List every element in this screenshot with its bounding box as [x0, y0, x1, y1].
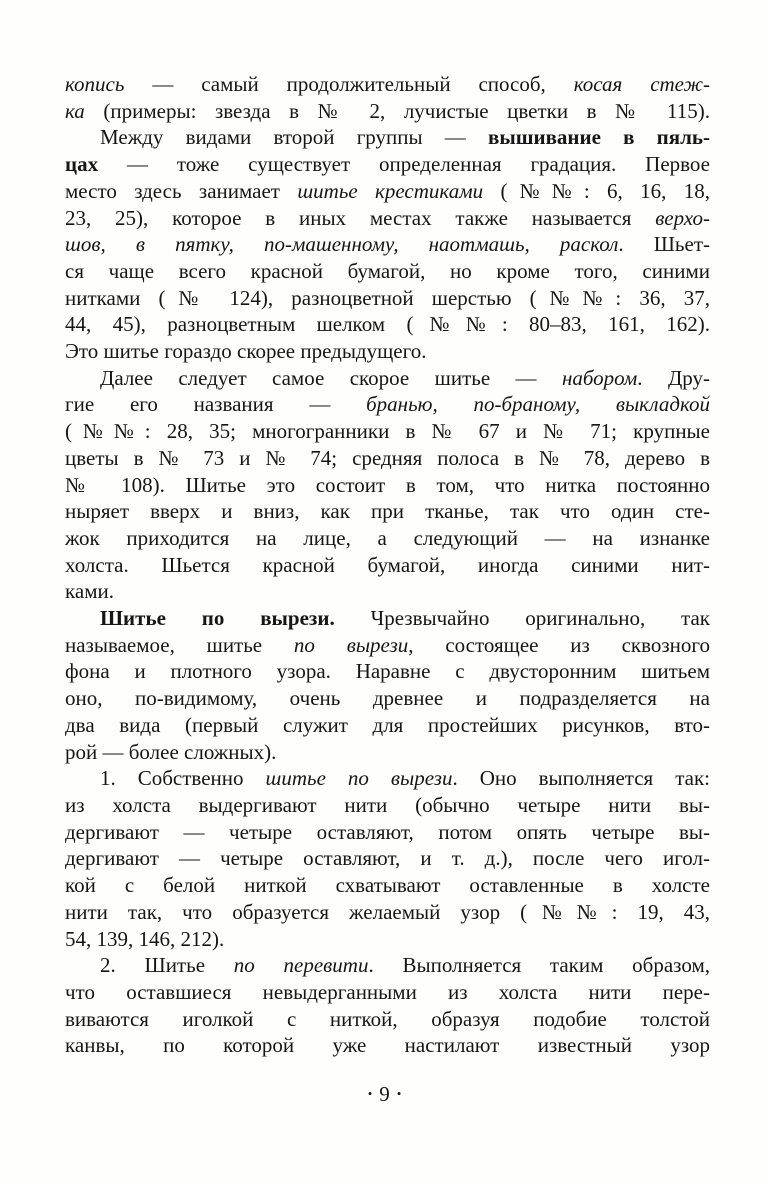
text-line [65, 712, 710, 739]
text-run: виваются иголкой с ниткой, образуя подобие толстой [65, 1006, 710, 1031]
text-line [65, 151, 710, 178]
text-run: цах [65, 152, 99, 177]
text-line [65, 578, 710, 605]
text-run: Далее следует самое скорое шитье — [100, 365, 562, 390]
text-line [65, 445, 710, 472]
text-run: холста. Шьется красной бумагой, иногда синими нит- [65, 552, 710, 577]
text-run: набором [561, 365, 638, 390]
text-line [65, 231, 710, 258]
text-line [65, 552, 710, 579]
text-run: жок приходится на лице, а следующий — на изнанке [65, 525, 710, 550]
text-line [65, 685, 710, 712]
text-run: верхо- [655, 205, 710, 230]
text-line [65, 872, 710, 899]
text-line [65, 1006, 710, 1033]
text-run: шитье крестиками [297, 178, 484, 203]
text-run: два вида (первый служит для простейших рисунков, вто- [65, 712, 710, 737]
footer-left-dot-icon: • [367, 1086, 373, 1101]
text-line [65, 819, 710, 846]
text-run: называемое, шитье [65, 632, 294, 657]
text-run: (№№: 6, 16, 18, [483, 178, 710, 203]
text-line [65, 285, 710, 312]
text-line [65, 658, 710, 685]
text-run: косая стеж- [573, 72, 710, 96]
text-run: . Дру- [637, 365, 711, 390]
text-run: по перевити [233, 953, 369, 978]
text-line [65, 899, 710, 926]
text-run: , состоящее из сквозного [408, 632, 710, 657]
text-run: бранью, по-браному, выкладкой [366, 392, 710, 417]
text-run: — самый продолжительный способ, [124, 72, 574, 96]
text-line [65, 98, 710, 125]
text-run: 2. Шитье [100, 953, 234, 978]
text-run: место здесь занимает [65, 178, 298, 203]
text-run: Шитье по вырези. [100, 606, 335, 631]
text-line [65, 525, 710, 552]
text-run: ся чаще всего красной бумагой, но кроме того, синими [65, 258, 710, 283]
text-run: Это шитье гораздо скорее предыдущего. [65, 339, 427, 364]
text-run: фона и плотного узора. Наравне с двусторонним шитьем [65, 659, 710, 684]
text-run: кой с белой ниткой схватывают оставленные в холсте [65, 873, 710, 898]
text-line [65, 632, 710, 659]
text-run: 1. Собственно [100, 766, 266, 791]
page-footer [0, 1082, 769, 1107]
text-run: . Оно выполняется так: [452, 766, 710, 791]
text-run: Между видами второй группы — [100, 125, 488, 150]
text-run: . Шьет- [618, 232, 710, 257]
text-run: цветы в № 73 и № 74; средняя полоса в № 78, дерево в [65, 445, 710, 470]
text-run: дергивают — четыре оставляют, и т. д.), после чего игол- [65, 846, 710, 871]
text-line [65, 845, 710, 872]
text-run: по вырези [293, 632, 409, 657]
footer-right-dot-icon: • [396, 1086, 402, 1101]
text-run: 54, 139, 146, 212). [65, 926, 225, 951]
text-run: ка [65, 98, 85, 123]
text-run: — тоже существует определенная градация. Первое [98, 152, 710, 177]
text-line [65, 365, 710, 392]
text-line [65, 258, 710, 285]
text-line [65, 739, 710, 766]
text-line [65, 605, 710, 632]
text-line [65, 124, 710, 151]
text-run: ныряет вверх и вниз, как при тканье, так что один сте- [65, 499, 710, 524]
text-run: шов, в пятку, по-машенному, наотмашь, раскол [65, 232, 619, 257]
text-line [65, 338, 710, 365]
text-line [65, 472, 710, 499]
text-block [65, 71, 710, 1059]
text-line [65, 1032, 710, 1059]
text-run: ками. [65, 579, 114, 604]
text-line [65, 205, 710, 232]
text-run: (примеры: звезда в № 2, лучистые цветки в № 115). [84, 98, 710, 123]
text-run: гие его названия — [65, 392, 367, 417]
text-run: шитье по вырези [265, 766, 453, 791]
text-run: копись [65, 72, 125, 96]
text-run: Чрезвычайно оригинально, так [334, 606, 710, 631]
text-line [65, 792, 710, 819]
text-line [65, 498, 710, 525]
text-run: вышивание в пяль- [488, 125, 710, 150]
text-line [65, 391, 710, 418]
text-run: из холста выдергивают нити (обычно четыре нити вы- [65, 792, 710, 817]
text-run: оно, по-видимому, очень древнее и подразделяется на [65, 686, 710, 711]
text-run: 23, 25), которое в иных местах также называется [65, 205, 656, 230]
text-run: что оставшиеся невыдерганными из холста нити пере- [65, 979, 710, 1004]
text-line [65, 71, 710, 98]
text-run: (№№: 28, 35; многогранники в № 67 и № 71; крупные [65, 419, 710, 444]
page-number: 9 [379, 1082, 390, 1106]
text-line [65, 311, 710, 338]
text-line [65, 765, 710, 792]
text-line [65, 952, 710, 979]
text-run: нити так, что образуется желаемый узор (№№: 19, 43, [65, 899, 710, 924]
text-run: 44, 45), разноцветным шелком (№№: 80–83, 161, 162). [65, 312, 710, 337]
text-run: нитками (№ 124), разноцветной шерстью (№№: 36, 37, [65, 285, 710, 310]
text-line [65, 979, 710, 1006]
text-run: № 108). Шитье это состоит в том, что нитка постоянно [65, 472, 710, 497]
text-run: рой — более сложных). [65, 739, 277, 764]
text-run: дергивают — четыре оставляют, потом опять четыре вы- [65, 819, 710, 844]
text-run: . Выполняется таким образом, [368, 953, 710, 978]
text-line [65, 178, 710, 205]
text-line [65, 926, 710, 953]
text-run: канвы, по которой уже настилают известный узор [65, 1033, 710, 1058]
text-line [65, 418, 710, 445]
